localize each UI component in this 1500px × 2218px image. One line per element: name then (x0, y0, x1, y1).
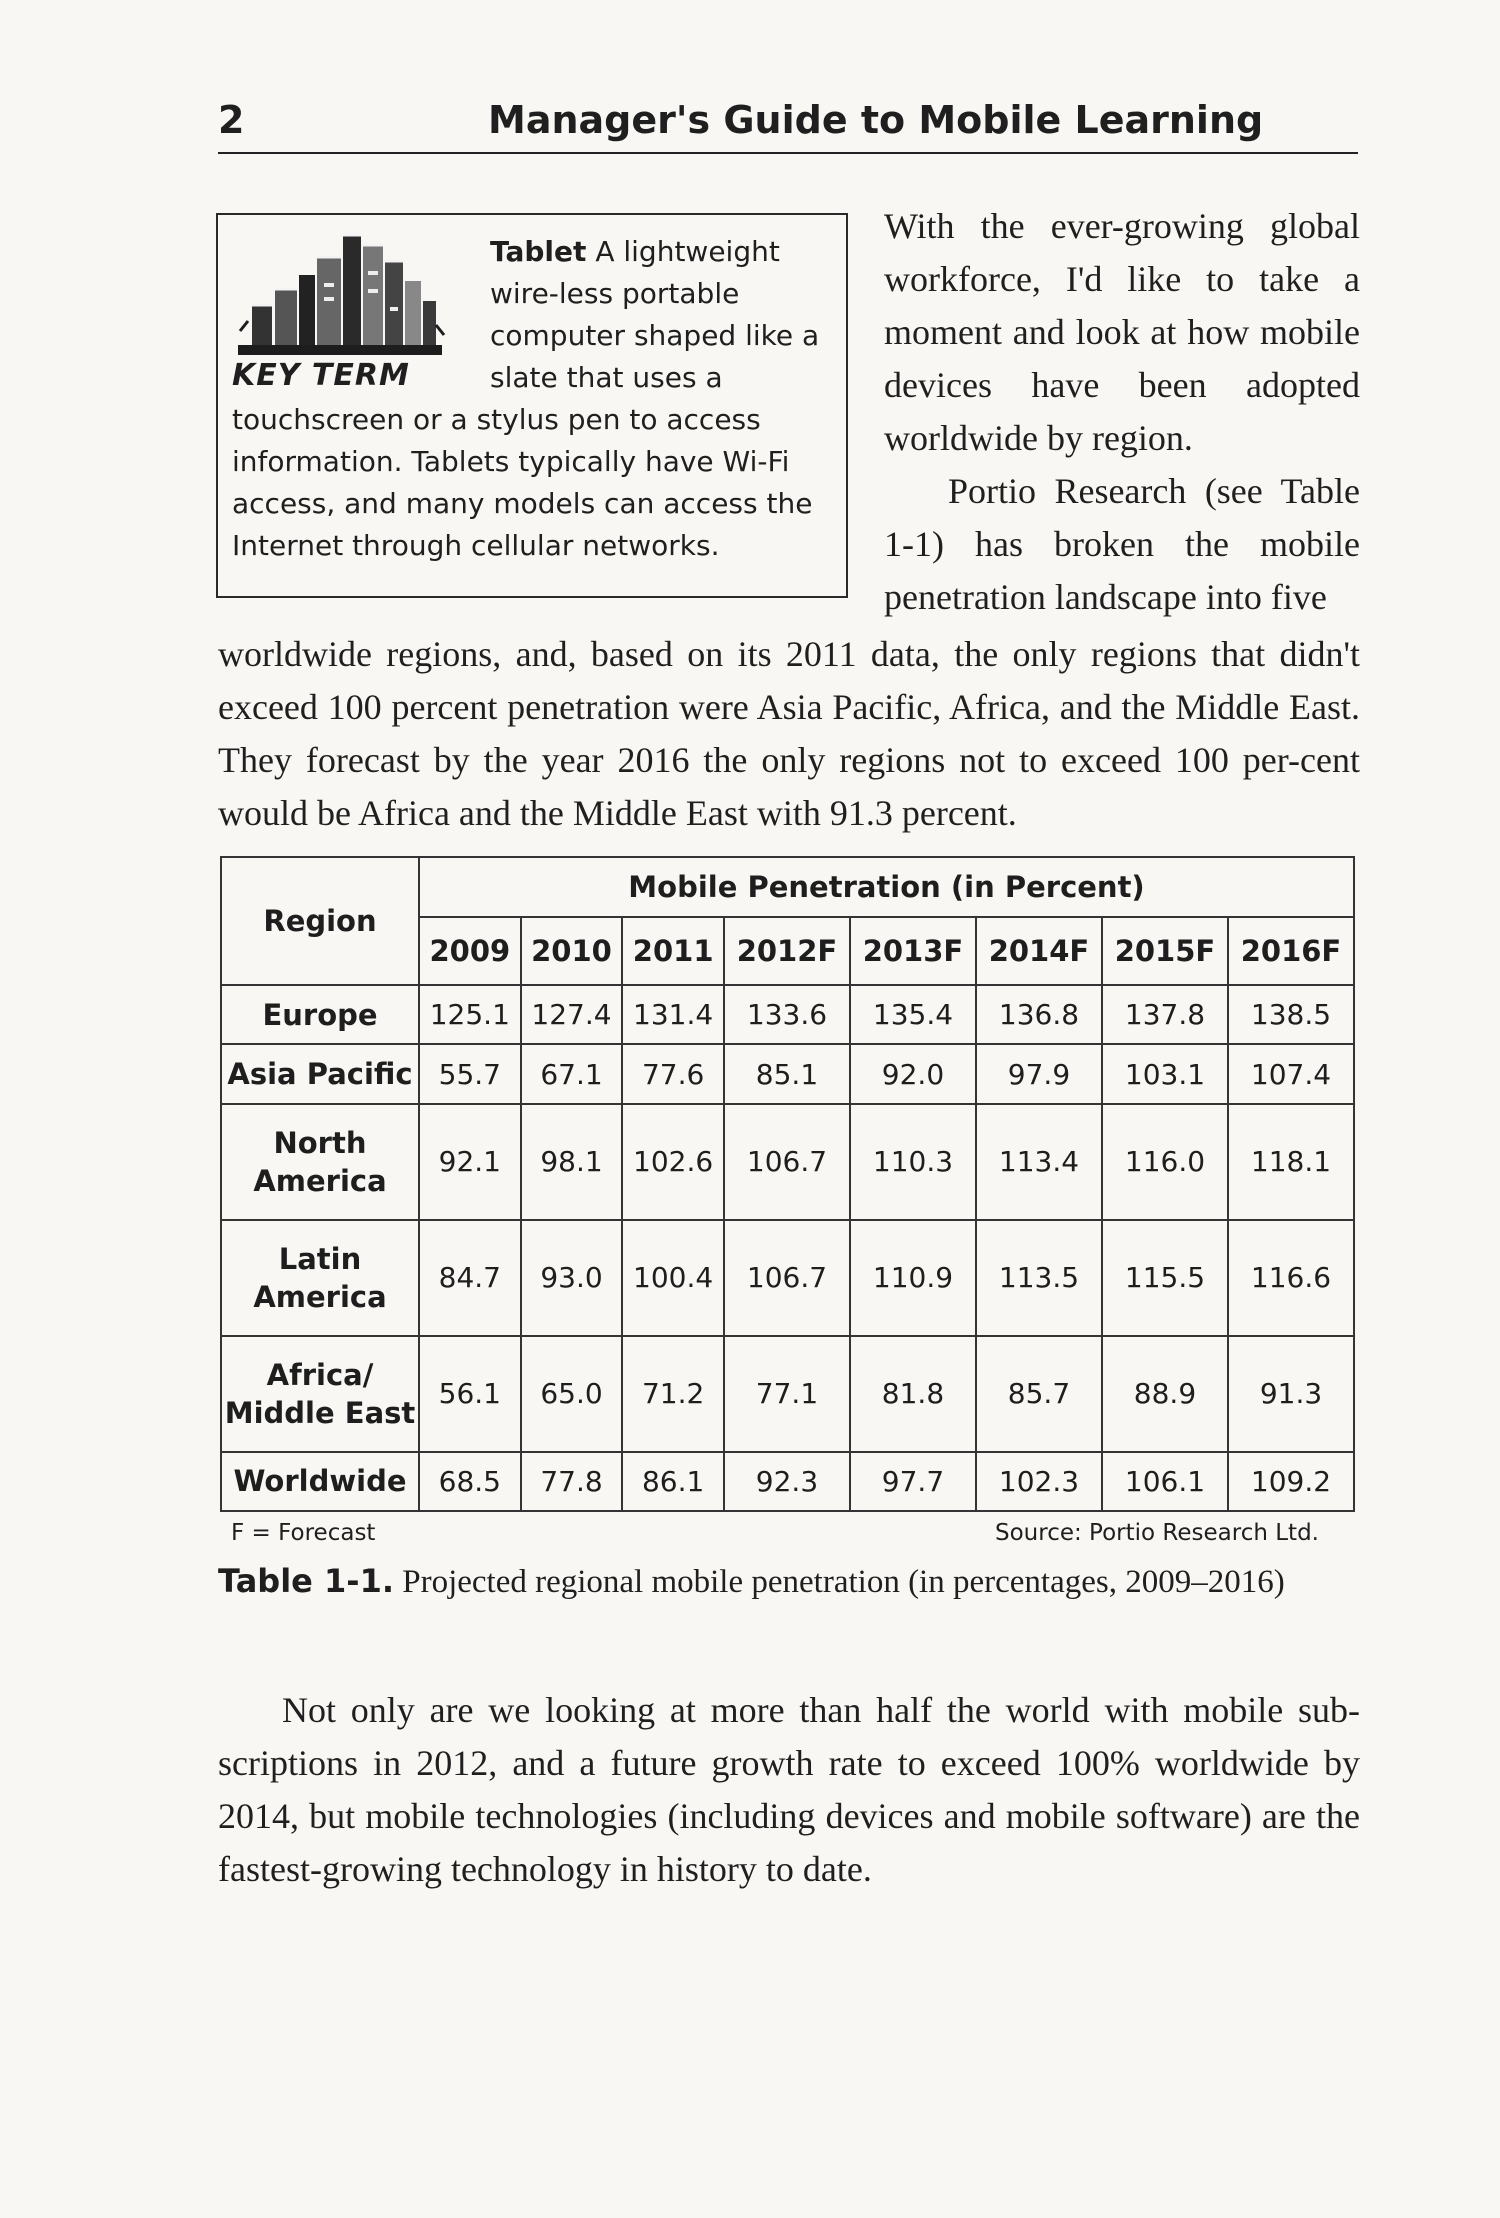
year-header: 2012F (724, 917, 850, 985)
value-cell: 88.9 (1102, 1336, 1228, 1452)
table-row (221, 1044, 1354, 1103)
value-cell: 85.1 (724, 1044, 850, 1103)
value-cell: 102.6 (622, 1104, 724, 1220)
value-cell: 103.1 (1102, 1044, 1228, 1103)
value-cell: 92.3 (724, 1452, 850, 1511)
value-cell: 97.9 (976, 1044, 1102, 1103)
value-cell: 109.2 (1228, 1452, 1354, 1511)
value-cell: 136.8 (976, 985, 1102, 1044)
value-cell: 118.1 (1228, 1104, 1354, 1220)
closing-paragraph: Not only are we looking at more than half the world with mobile sub-scriptions in 2012, and a future growth rate to exceed 100% worldwide by 2014, but mobile technologies (including devices and mobile software) are the fastest-growing technology in history to date. (218, 1690, 1360, 1889)
value-cell: 116.0 (1102, 1104, 1228, 1220)
value-cell: 91.3 (1228, 1336, 1354, 1452)
value-cell: 93.0 (521, 1220, 623, 1336)
region-cell: Asia Pacific (221, 1044, 419, 1103)
value-cell: 92.0 (850, 1044, 976, 1103)
intro-paragraph-1: With the ever-growing global workforce, I'd like to take a moment and look at how mobile devices have been adopted worldwide by region. (884, 206, 1360, 458)
value-cell: 77.1 (724, 1336, 850, 1452)
value-cell: 106.1 (1102, 1452, 1228, 1511)
year-header: 2011 (622, 917, 724, 985)
value-cell: 85.7 (976, 1336, 1102, 1452)
value-cell: 55.7 (419, 1044, 521, 1103)
caption-label: Table 1-1. (218, 1562, 394, 1600)
value-cell: 86.1 (622, 1452, 724, 1511)
year-header: 2009 (419, 917, 521, 985)
intro-paragraph-2-lead: Portio Research (see Table 1-1) has broken the mobile penetration landscape into five (884, 471, 1360, 617)
value-cell: 102.3 (976, 1452, 1102, 1511)
key-term-definition-text: A lightweight wire-less portable computer shaped like a slate that uses a touchscreen or a stylus pen to access information. Tablets typically have Wi-Fi access, and many models can access the Internet through cellular networks. (232, 235, 820, 562)
value-cell: 113.5 (976, 1220, 1102, 1336)
value-cell: 106.7 (724, 1220, 850, 1336)
value-cell: 110.9 (850, 1220, 976, 1336)
value-cell: 133.6 (724, 985, 850, 1044)
region-cell: Latin America (221, 1220, 419, 1336)
table-group-header: Mobile Penetration (in Percent) (419, 857, 1354, 917)
value-cell: 135.4 (850, 985, 976, 1044)
value-cell: 97.7 (850, 1452, 976, 1511)
book-title: Manager's Guide to Mobile Learning (488, 98, 1264, 142)
caption-text: Projected regional mobile penetration (in percentages, 2009–2016) (402, 1564, 1285, 1600)
table-row (221, 1336, 1354, 1452)
table-row (221, 1452, 1354, 1511)
table-footnote-forecast: F = Forecast (231, 1520, 376, 1546)
value-cell: 81.8 (850, 1336, 976, 1452)
table-row (221, 1220, 1354, 1336)
intro-paragraph-column (884, 200, 1360, 624)
key-term-definition (232, 231, 832, 567)
value-cell: 98.1 (521, 1104, 623, 1220)
value-cell: 131.4 (622, 985, 724, 1044)
page-header (218, 88, 1358, 154)
key-term-box (216, 213, 848, 598)
year-header: 2016F (1228, 917, 1354, 985)
table-row (221, 1104, 1354, 1220)
table-row (221, 985, 1354, 1044)
year-header: 2010 (521, 917, 623, 985)
region-header: Region (221, 857, 419, 985)
value-cell: 100.4 (622, 1220, 724, 1336)
value-cell: 113.4 (976, 1104, 1102, 1220)
value-cell: 77.6 (622, 1044, 724, 1103)
value-cell: 107.4 (1228, 1044, 1354, 1103)
year-header: 2013F (850, 917, 976, 985)
mobile-penetration-table (220, 856, 1355, 1512)
value-cell: 71.2 (622, 1336, 724, 1452)
value-cell: 65.0 (521, 1336, 623, 1452)
value-cell: 127.4 (521, 985, 623, 1044)
value-cell: 56.1 (419, 1336, 521, 1452)
region-cell: Africa/ Middle East (221, 1336, 419, 1452)
key-term-word: Tablet (490, 235, 587, 268)
value-cell: 115.5 (1102, 1220, 1228, 1336)
region-cell: North America (221, 1104, 419, 1220)
value-cell: 110.3 (850, 1104, 976, 1220)
value-cell: 138.5 (1228, 985, 1354, 1044)
value-cell: 67.1 (521, 1044, 623, 1103)
region-cell: Worldwide (221, 1452, 419, 1511)
region-cell: Europe (221, 985, 419, 1044)
key-term-label: KEY TERM (232, 358, 410, 393)
value-cell: 137.8 (1102, 985, 1228, 1044)
page-number: 2 (218, 98, 245, 142)
value-cell: 68.5 (419, 1452, 521, 1511)
value-cell: 125.1 (419, 985, 521, 1044)
year-header: 2014F (976, 917, 1102, 985)
year-header: 2015F (1102, 917, 1228, 985)
value-cell: 116.6 (1228, 1220, 1354, 1336)
value-cell: 106.7 (724, 1104, 850, 1220)
value-cell: 77.8 (521, 1452, 623, 1511)
value-cell: 92.1 (419, 1104, 521, 1220)
paragraph-continued: worldwide regions, and, based on its 2011 data, the only regions that didn't exceed 100 percent penetration were Asia Pacific, Africa, and the Middle East. They forecast by the year 2016 the only regions not to exceed 100 per-cent would be Africa and the Middle East with 91.3 percent. (218, 634, 1360, 833)
table-caption (218, 1557, 1358, 1606)
value-cell: 84.7 (419, 1220, 521, 1336)
table-footnote-source: Source: Portio Research Ltd. (995, 1520, 1319, 1546)
